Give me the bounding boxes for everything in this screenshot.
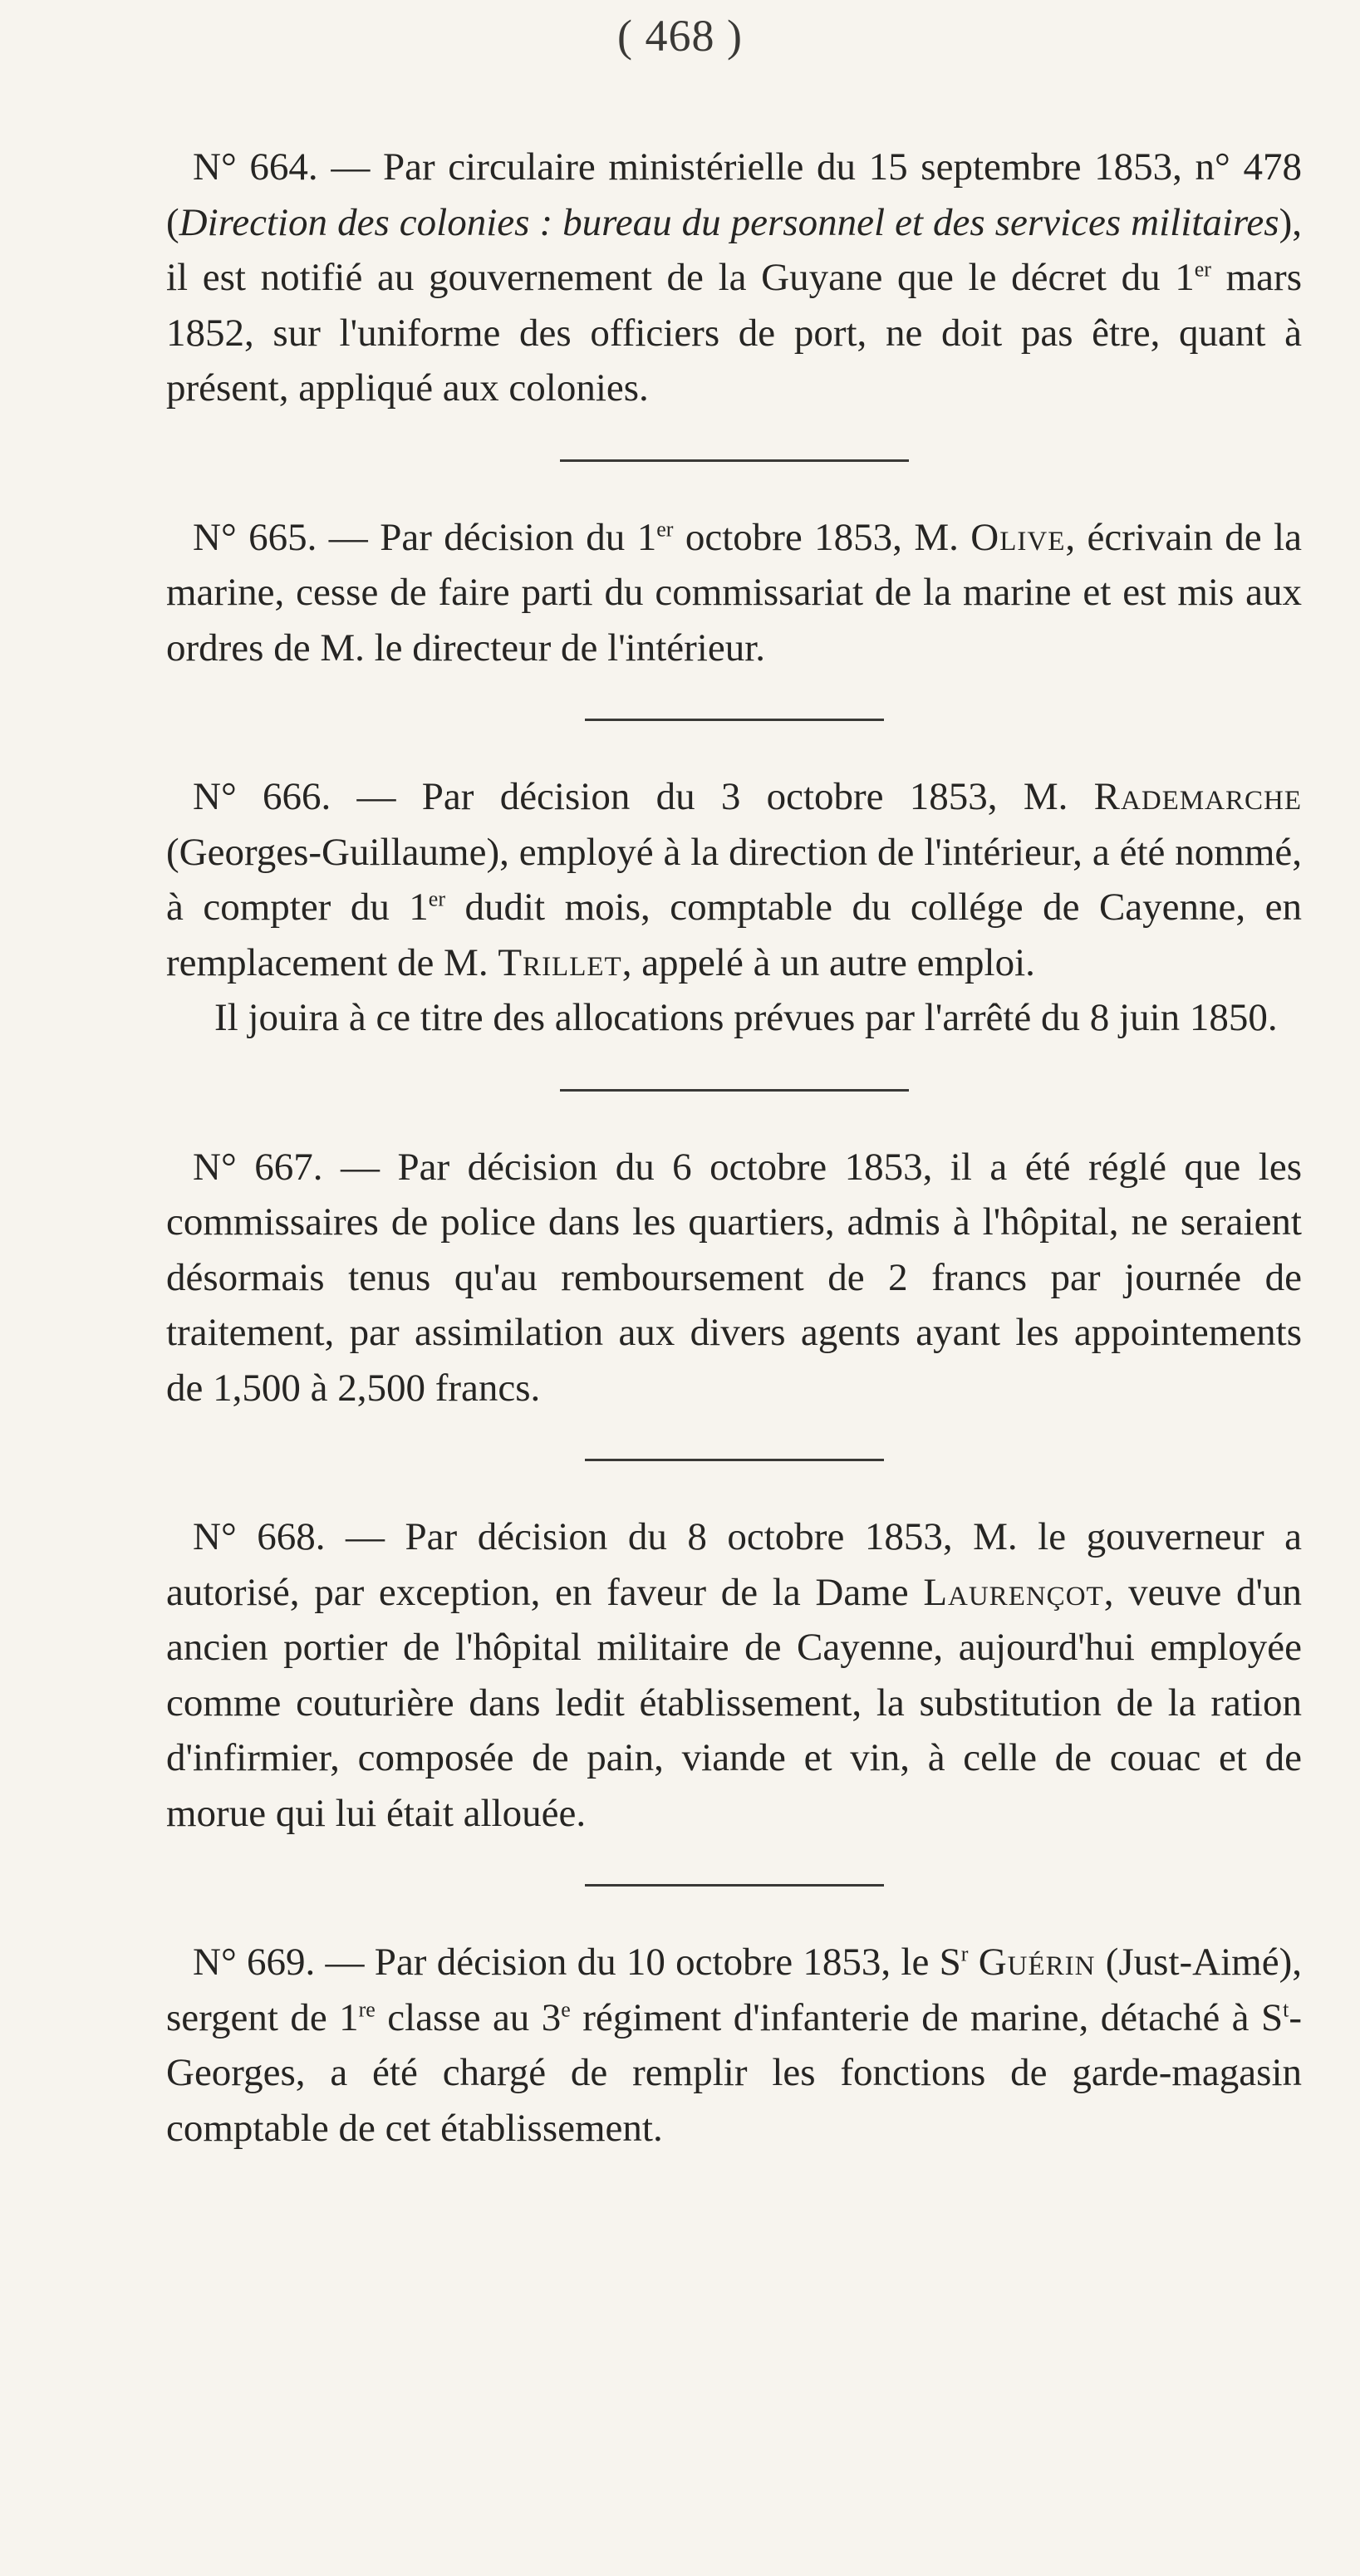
- entry-text: N° 669. — Par décision du 10 octobre 1853, le $S^r$ Guérin (Just-Aimé), sergent de 1re classe au 3e régiment d'infanterie de marine, détaché à $S^t$-Georges, a été chargé de remplir les fonctions de garde-magasin comptable de cet établissement.: [166, 1941, 1303, 2150]
- separator-rule: [585, 1884, 884, 1887]
- entry-669: [166, 1935, 1302, 2156]
- entry-continuation: Il jouira à ce titre des allocations prévues par l'arrêté du 8 juin 1850.: [214, 996, 1278, 1039]
- entry-text: N° 666. — Par décision du 3 octobre 1853, M. Rademarche (Georges-Guillaume), employé à la direction de l'intérieur, a été nommé, à compter du 1er dudit mois, comptable du collége de Cayenne, en remplacement de M. Trillet, appelé à un autre emploi.: [166, 775, 1302, 984]
- entry-664: [166, 140, 1302, 416]
- entry-667: [166, 1140, 1302, 1416]
- entry-text: N° 664. — Par circulaire ministérielle du 15 septembre 1853, n° 478 (Direction des colonies : bureau du personnel et des services militaires), il est notifié au gouvernement de la Guyane que le décret du 1er mars 1852, sur l'uniforme des officiers de port, ne doit pas être, quant à présent, appliqué aux colonies.: [166, 145, 1302, 410]
- separator-rule: [585, 1459, 884, 1461]
- entry-text: N° 667. — Par décision du 6 octobre 1853, il a été réglé que les commissaires de police dans les quartiers, admis à l'hôpital, ne seraient désormais tenus qu'au remboursement de 2 francs par journée de traitement, par assimilation aux divers agents ayant les appointements de 1,500 à 2,500 francs.: [166, 1145, 1302, 1410]
- entry-665: [166, 510, 1302, 676]
- entry-text: N° 668. — Par décision du 8 octobre 1853, M. le gouverneur a autorisé, par exception, en faveur de la Dame Laurençot, veuve d'un ancien portier de l'hôpital militaire de Cayenne, aujourd'hui employée comme couturière dans ledit établissement, la substitution de la ration d'infirmier, composée de pain, viande et vin, à celle de couac et de morue qui lui était allouée.: [166, 1515, 1302, 1835]
- separator-rule: [560, 459, 909, 462]
- separator-rule: [585, 719, 884, 721]
- page-number: ( 468 ): [617, 11, 743, 61]
- separator-rule: [560, 1089, 909, 1092]
- entry-666: [166, 769, 1302, 1046]
- entry-text: N° 665. — Par décision du 1er octobre 1853, M. Olive, écrivain de la marine, cesse de faire parti du commissariat de la marine et est mis aux ordres de M. le directeur de l'intérieur.: [166, 515, 1302, 670]
- entry-668: [166, 1509, 1302, 1841]
